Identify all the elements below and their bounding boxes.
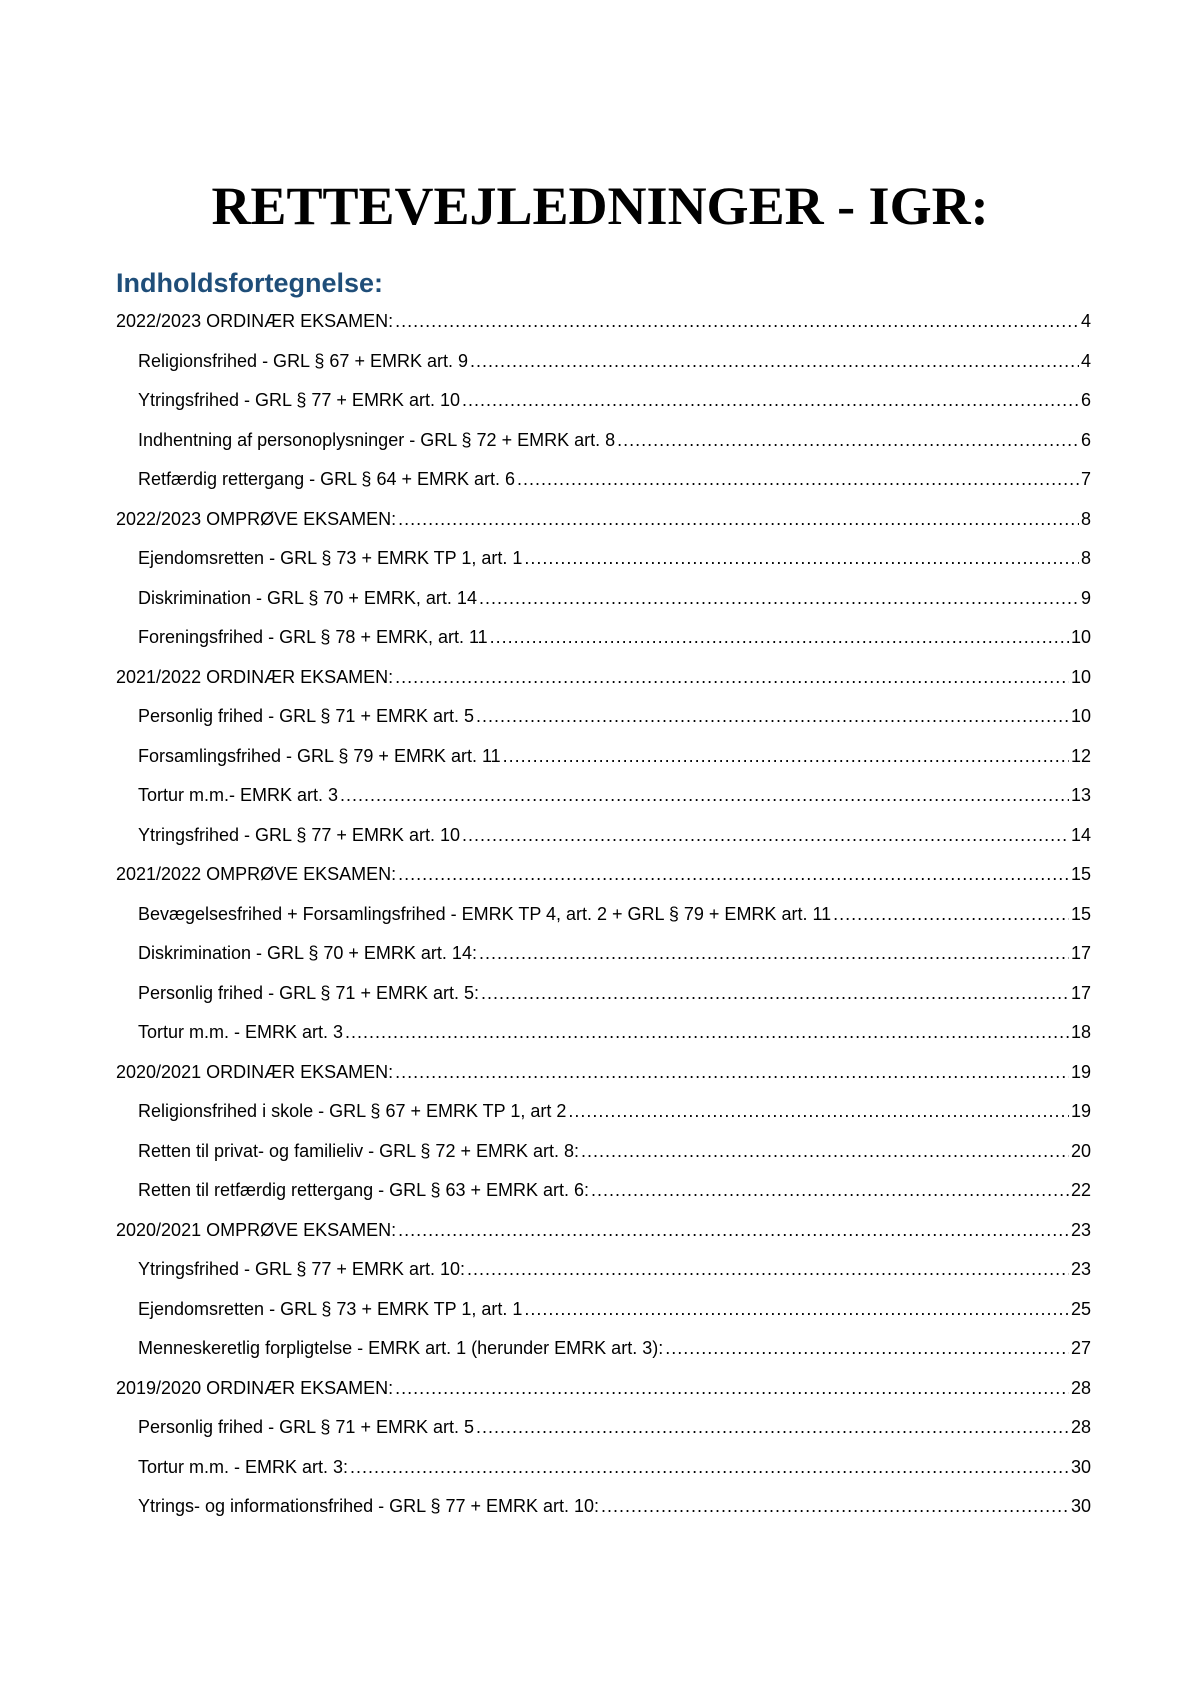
toc-entry-label: Ytringsfrihed - GRL § 77 + EMRK art. 10 [138,390,460,410]
toc-entry-label: Ytringsfrihed - GRL § 77 + EMRK art. 10: [138,1259,465,1279]
toc-subsection-entry[interactable] [116,1013,1091,1053]
toc-subsection-entry[interactable] [116,816,1091,856]
toc-page-number: 10 [1070,706,1091,726]
toc-page-number: 27 [1070,1338,1091,1358]
toc-subsection-entry[interactable] [116,1250,1091,1290]
toc-subsection-entry[interactable] [116,697,1091,737]
toc-subsection-entry[interactable] [116,737,1091,777]
toc-dot-leader [591,1171,1069,1211]
toc-page-number: 7 [1080,469,1091,489]
toc-subsection-entry[interactable] [116,1171,1091,1211]
toc-subsection-entry[interactable] [116,934,1091,974]
toc-entry-label: Bevægelsesfrihed + Forsamlingsfrihed - EMRK TP 4, art. 2 + GRL § 79 + EMRK art. 11 [138,903,832,924]
toc-page-number: 6 [1080,390,1091,410]
toc-entry-label: Personlig frihed - GRL § 71 + EMRK art. 5 [138,1417,474,1437]
toc-entry-label: Ejendomsretten - GRL § 73 + EMRK TP 1, art. 1 [138,1298,523,1319]
toc-section-entry[interactable] [116,302,1091,342]
toc-page-number: 15 [1070,903,1091,924]
toc-dot-leader [398,500,1079,540]
toc-entry-label: 2021/2022 ORDINÆR EKSAMEN: [116,666,394,687]
toc-page-number: 10 [1070,666,1091,687]
toc-page-number: 15 [1070,864,1091,884]
toc-page-number: 14 [1070,824,1091,845]
toc-dot-leader [395,1369,1069,1409]
toc-subsection-entry[interactable] [116,776,1091,816]
toc-subsection-entry[interactable] [116,1290,1091,1330]
toc-page-number: 8 [1080,548,1091,568]
toc-entry-label: Retten til privat- og familieliv - GRL § 72 + EMRK art. 8: [138,1140,579,1161]
toc-subsection-entry[interactable] [116,1408,1091,1448]
toc-dot-leader [398,1211,1069,1251]
toc-dot-leader [462,816,1069,856]
toc-dot-leader [395,658,1069,698]
toc-entry-label: 2020/2021 ORDINÆR EKSAMEN: [116,1061,394,1082]
toc-dot-leader [395,302,1079,342]
toc-page-number: 22 [1070,1180,1091,1200]
toc-subsection-entry[interactable] [116,1329,1091,1369]
toc-entry-label: Tortur m.m. - EMRK art. 3 [138,1022,344,1042]
document-title: RETTEVEJLEDNINGER - IGR: [211,176,989,236]
toc-dot-leader [581,1132,1069,1172]
toc-entry-label: Ytringsfrihed - GRL § 77 + EMRK art. 10 [138,824,460,845]
toc-page-number: 4 [1080,350,1091,371]
toc-page-number: 10 [1070,627,1091,647]
toc-page-number: 17 [1070,943,1091,963]
toc-dot-leader [568,1092,1069,1132]
toc-dot-leader [490,618,1069,658]
toc-dot-leader [467,1250,1069,1290]
toc-entry-label: Ytrings- og informationsfrihed - GRL § 77 + EMRK art. 10: [138,1496,600,1516]
toc-entry-label: Religionsfrihed i skole - GRL § 67 + EMRK TP 1, art 2 [138,1101,567,1121]
toc-entry-label: Ejendomsretten - GRL § 73 + EMRK TP 1, art. 1 [138,548,523,568]
toc-section-entry[interactable] [116,1369,1091,1409]
toc-dot-leader [470,342,1079,382]
toc-subsection-entry[interactable] [116,460,1091,500]
toc-page-number: 17 [1070,982,1091,1003]
toc-dot-leader [601,1487,1069,1527]
toc-dot-leader [517,460,1079,500]
toc-section-entry[interactable] [116,658,1091,698]
toc-dot-leader [479,579,1079,619]
toc-page-number: 12 [1070,745,1091,766]
toc-page-number: 19 [1070,1101,1091,1121]
toc-page-number: 23 [1070,1219,1091,1240]
toc-subsection-entry[interactable] [116,381,1091,421]
toc-entry-label: Diskrimination - GRL § 70 + EMRK art. 14: [138,943,477,963]
toc-page-number: 4 [1080,311,1091,331]
toc-page-number: 13 [1070,785,1091,805]
toc-entry-label: Menneskeretlig forpligtelse - EMRK art. 1 (herunder EMRK art. 3): [138,1338,664,1358]
toc-page-number: 6 [1080,429,1091,450]
toc-dot-leader [479,934,1069,974]
toc-section-entry[interactable] [116,500,1091,540]
toc-page-number: 28 [1070,1417,1091,1437]
toc-dot-leader [398,855,1069,895]
toc-entry-label: Tortur m.m. - EMRK art. 3: [138,1456,349,1477]
toc-entry-label: Foreningsfrihed - GRL § 78 + EMRK, art. 11 [138,627,488,647]
toc-dot-leader [833,895,1069,935]
toc-page-number: 19 [1070,1061,1091,1082]
toc-subsection-entry[interactable] [116,618,1091,658]
toc-entry-label: Diskrimination - GRL § 70 + EMRK, art. 14 [138,587,477,608]
toc-entry-label: Retfærdig rettergang - GRL § 64 + EMRK art. 6 [138,469,515,489]
toc-entry-label: Indhentning af personoplysninger - GRL § 72 + EMRK art. 8 [138,429,616,450]
toc-subsection-entry[interactable] [116,974,1091,1014]
toc-dot-leader [345,1013,1069,1053]
toc-section-entry[interactable] [116,1211,1091,1251]
toc-dot-leader [476,1408,1069,1448]
toc-entry-label: Religionsfrihed - GRL § 67 + EMRK art. 9 [138,350,468,371]
toc-entry-label: 2021/2022 OMPRØVE EKSAMEN: [116,864,397,884]
toc-dot-leader [481,974,1069,1014]
toc-dot-leader [524,539,1079,579]
toc-heading: Indholdsfortegnelse: [116,268,384,298]
toc-dot-leader [665,1329,1069,1369]
toc-page-number: 30 [1070,1496,1091,1516]
toc-entry-label: Personlig frihed - GRL § 71 + EMRK art. 5 [138,706,474,726]
toc-page-number: 30 [1070,1456,1091,1477]
toc-subsection-entry[interactable] [116,1092,1091,1132]
toc-subsection-entry[interactable] [116,1487,1091,1527]
toc-subsection-entry[interactable] [116,1132,1091,1172]
toc-subsection-entry[interactable] [116,421,1091,461]
toc-dot-leader [617,421,1079,461]
toc-page-number: 20 [1070,1140,1091,1161]
toc-entry-label: 2020/2021 OMPRØVE EKSAMEN: [116,1219,397,1240]
toc-subsection-entry[interactable] [116,539,1091,579]
toc-dot-leader [395,1053,1069,1093]
toc-dot-leader [476,697,1069,737]
toc-page-number: 8 [1080,508,1091,529]
toc-dot-leader [340,776,1069,816]
toc-page-number: 9 [1080,587,1091,608]
toc-entry-label: Retten til retfærdig rettergang - GRL § 63 + EMRK art. 6: [138,1180,590,1200]
toc-dot-leader [350,1448,1069,1488]
toc-subsection-entry[interactable] [116,1448,1091,1488]
toc-page-number: 18 [1070,1022,1091,1042]
toc-dot-leader [524,1290,1069,1330]
toc-subsection-entry[interactable] [116,579,1091,619]
toc-dot-leader [503,737,1069,777]
toc-entry-label: 2022/2023 ORDINÆR EKSAMEN: [116,311,394,331]
toc-section-entry[interactable] [116,855,1091,895]
toc-subsection-entry[interactable] [116,895,1091,935]
toc-entry-label: 2022/2023 OMPRØVE EKSAMEN: [116,508,397,529]
toc-page-number: 28 [1070,1377,1091,1398]
toc-subsection-entry[interactable] [116,342,1091,382]
toc-entry-label: 2019/2020 ORDINÆR EKSAMEN: [116,1377,394,1398]
toc-entry-label: Tortur m.m.- EMRK art. 3 [138,785,339,805]
toc-page-number: 25 [1070,1298,1091,1319]
toc-page-number: 23 [1070,1259,1091,1279]
toc-dot-leader [462,381,1079,421]
toc-section-entry[interactable] [116,1053,1091,1093]
table-of-contents [116,302,1091,1527]
toc-entry-label: Forsamlingsfrihed - GRL § 79 + EMRK art. 11 [138,745,501,766]
toc-entry-label: Personlig frihed - GRL § 71 + EMRK art. 5: [138,982,479,1003]
